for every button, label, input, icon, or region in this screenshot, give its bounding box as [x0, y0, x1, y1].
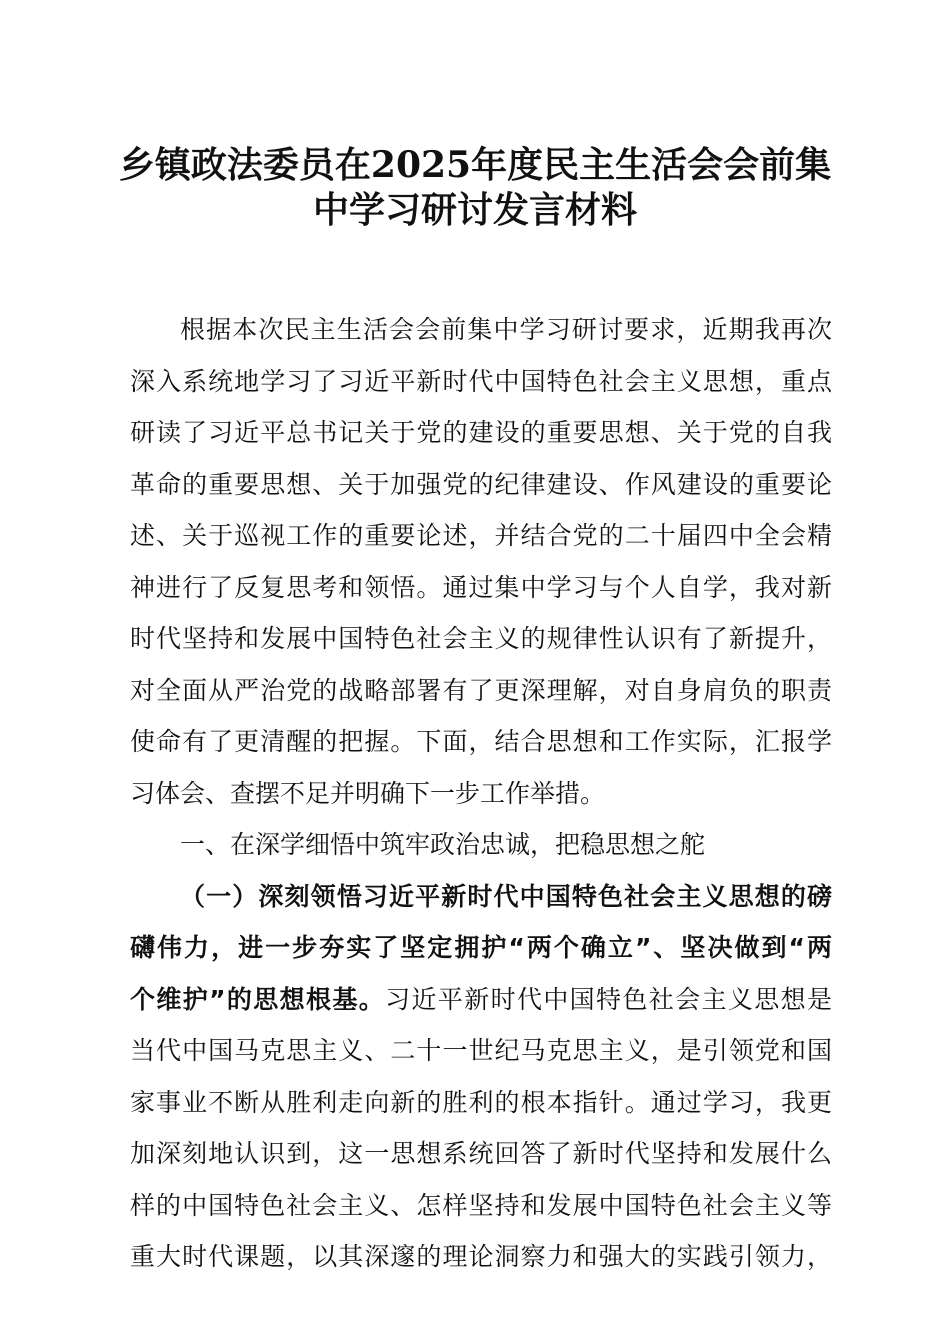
subsection-text-start: 习近平新时代中国特色社会主义思想是 — [385, 984, 832, 1014]
document-body — [130, 304, 832, 1283]
section-heading: 一、在深学细悟中筑牢政治忠诚，把稳思想之舵 — [180, 830, 706, 859]
intro-line: 对全面从严治党的战略部署有了更深理解，对自身肩负的职责 — [130, 675, 832, 705]
intro-line: 述、关于巡视工作的重要论述，并结合党的二十届四中全会精 — [130, 521, 832, 550]
intro-line: 研读了习近平总书记关于党的建设的重要思想、关于党的自我 — [130, 418, 832, 447]
intro-line: 根据本次民主生活会会前集中学习研讨要求，近期我再次 — [180, 315, 832, 344]
subsection-bold-tail: 个维护”的思想根基。 — [130, 984, 386, 1014]
subsection-bold-line: （一）深刻领悟习近平新时代中国特色社会主义思想的磅 — [180, 881, 832, 911]
intro-line: 习体会、查摆不足并明确下一步工作举措。 — [130, 778, 606, 808]
subsection-line: 家事业不断从胜利走向新的胜利的根本指针。通过学习，我更 — [130, 1087, 832, 1117]
intro-line: 使命有了更清醒的把握。下面，结合思想和工作实际，汇报学 — [130, 727, 832, 756]
intro-paragraph — [130, 304, 832, 819]
intro-line: 革命的重要思想、关于加强党的纪律建设、作风建设的重要论 — [130, 469, 832, 499]
intro-line: 神进行了反复思考和领悟。通过集中学习与个人自学，我对新 — [130, 572, 832, 602]
intro-line: 深入系统地学习了习近平新时代中国特色社会主义思想，重点 — [130, 366, 832, 396]
subsection-line: 样的中国特色社会主义、怎样坚持和发展中国特色社会主义等 — [130, 1190, 832, 1220]
subsection-line: 重大时代课题，以其深邃的理论洞察力和强大的实践引领力， — [130, 1242, 832, 1271]
subsection-bold-line: 礴伟力，进一步夯实了坚定拥护“两个确立”、坚决做到“两 — [130, 933, 832, 962]
subsection-paragraph — [130, 871, 832, 1283]
subsection-mixed-line — [130, 974, 832, 1026]
title-line-1: 乡镇政法委员在2025年度民主生活会会前集 — [118, 144, 832, 186]
intro-line: 时代坚持和发展中国特色社会主义的规律性认识有了新提升， — [130, 624, 832, 653]
subsection-line: 加深刻地认识到，这一思想系统回答了新时代坚持和发展什么 — [130, 1139, 832, 1168]
title-line-2: 中学习研讨发言材料 — [312, 189, 637, 231]
document-title — [118, 143, 832, 233]
subsection-line: 当代中国马克思主义、二十一世纪马克思主义，是引领党和国 — [130, 1036, 832, 1065]
